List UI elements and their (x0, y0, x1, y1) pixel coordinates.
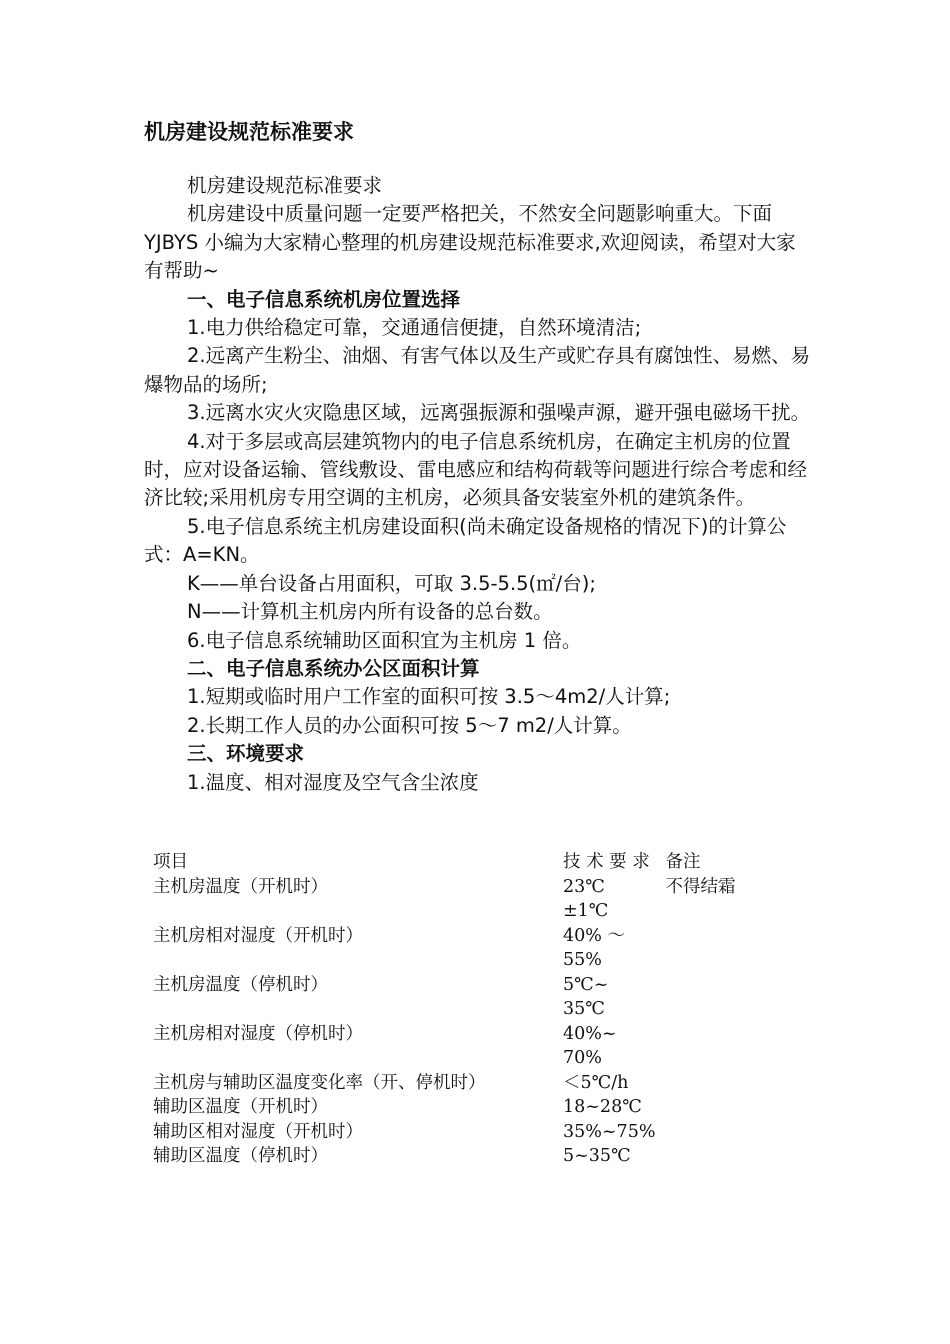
paragraph: K——单台设备占用面积，可取 3.5-5.5(㎡/台); (187, 571, 596, 595)
table-cell: 主机房与辅助区温度变化率（开、停机时） (153, 1072, 486, 1093)
table-cell: 18~28℃ (563, 1097, 642, 1117)
table-row (148, 924, 780, 973)
table-cell: 5~35℃ (563, 1146, 631, 1166)
table-cell: 5℃~ 35℃ (563, 974, 609, 1019)
paragraph: N——计算机主机房内所有设备的总台数。 (187, 600, 553, 624)
table-cell: 主机房温度（停机时） (153, 974, 328, 995)
paragraph: 6.电子信息系统辅助区面积宜为主机房 1 倍。 (187, 628, 582, 652)
table-cell: 辅助区相对湿度（开机时） (153, 1121, 363, 1142)
table-cell: 23℃ ±1℃ (563, 876, 609, 921)
table-cell (660, 1022, 780, 1071)
table-cell (660, 1095, 780, 1120)
table-header-cell: 备注 (665, 852, 701, 872)
table-cell: 35%~75% (563, 1121, 656, 1142)
table-cell (660, 1120, 780, 1145)
document-body (144, 172, 814, 797)
section-heading: 三、环境要求 (187, 742, 305, 766)
paragraph: 3.远离水灾火灾隐患区域，远离强振源和强噪声源，避开强电磁场干扰。 (187, 401, 811, 425)
table-cell: 主机房相对湿度（停机时） (153, 1023, 363, 1044)
section-heading: 二、电子信息系统办公区面积计算 (187, 656, 480, 680)
table-row (148, 1022, 780, 1071)
table-cell: ＜5℃/h (563, 1072, 629, 1093)
section-heading: 一、电子信息系统机房位置选择 (187, 287, 461, 311)
paragraph: 1.短期或临时用户工作室的面积可按 3.5～4m2/人计算; (187, 685, 671, 709)
table-cell: 40% ～ 55% (563, 925, 625, 970)
paragraph: 5.电子信息系统主机房建设面积(尚未确定设备规格的情况下)的计算公式：A=KN。 (144, 514, 787, 567)
table-cell (660, 1071, 780, 1096)
table-cell: 主机房相对湿度（开机时） (153, 925, 363, 946)
table-cell (660, 1144, 780, 1169)
table-row (148, 875, 780, 924)
paragraph: 2.远离产生粉尘、油烟、有害气体以及生产或贮存具有腐蚀性、易燃、易爆物品的场所; (144, 344, 811, 396)
table-row (148, 1144, 780, 1169)
table-cell: 辅助区温度（开机时） (153, 1097, 328, 1117)
paragraph: 机房建设中质量问题一定要严格把关，不然安全问题影响重大。下面 YJBYS 小编为大家精心整理的机房建设规范标准要求,欢迎阅读，希望对大家有帮助~ (144, 202, 796, 283)
paragraph: 2.长期工作人员的办公面积可按 5～7 m2/人计算。 (187, 713, 632, 737)
paragraph: 4.对于多层或高层建筑物内的电子信息系统机房，在确定主机房的位置时，应对设备运输、管线敷设、雷电感应和结构荷载等问题进行综合考虑和经济比较;采用机房专用空调的主机房，必须具备安装室外机的建筑条件。 (144, 429, 808, 510)
table-row (148, 1120, 780, 1145)
paragraph: 机房建设规范标准要求 (187, 174, 383, 197)
table-cell: 主机房温度（开机时） (153, 876, 328, 897)
table-row (148, 1095, 780, 1120)
paragraph: 1.电力供给稳定可靠，交通通信便捷，自然环境清洁; (187, 316, 642, 340)
table-cell (660, 924, 780, 973)
table-cell (660, 973, 780, 1022)
table-cell: 不得结霜 (665, 876, 736, 897)
table-cell: 辅助区温度（停机时） (153, 1146, 328, 1166)
paragraph: 1.温度、相对湿度及空气含尘浓度 (187, 770, 479, 794)
table-row (148, 1071, 780, 1096)
table-header-cell: 技 术 要 求 (563, 852, 650, 872)
table-cell: 40%~ 70% (563, 1023, 617, 1068)
table-header-cell: 项目 (153, 852, 188, 872)
document-title: 机房建设规范标准要求 (144, 120, 354, 144)
table-row (148, 973, 780, 1022)
table-header-row (148, 850, 780, 875)
environment-requirements-table (148, 850, 780, 1169)
